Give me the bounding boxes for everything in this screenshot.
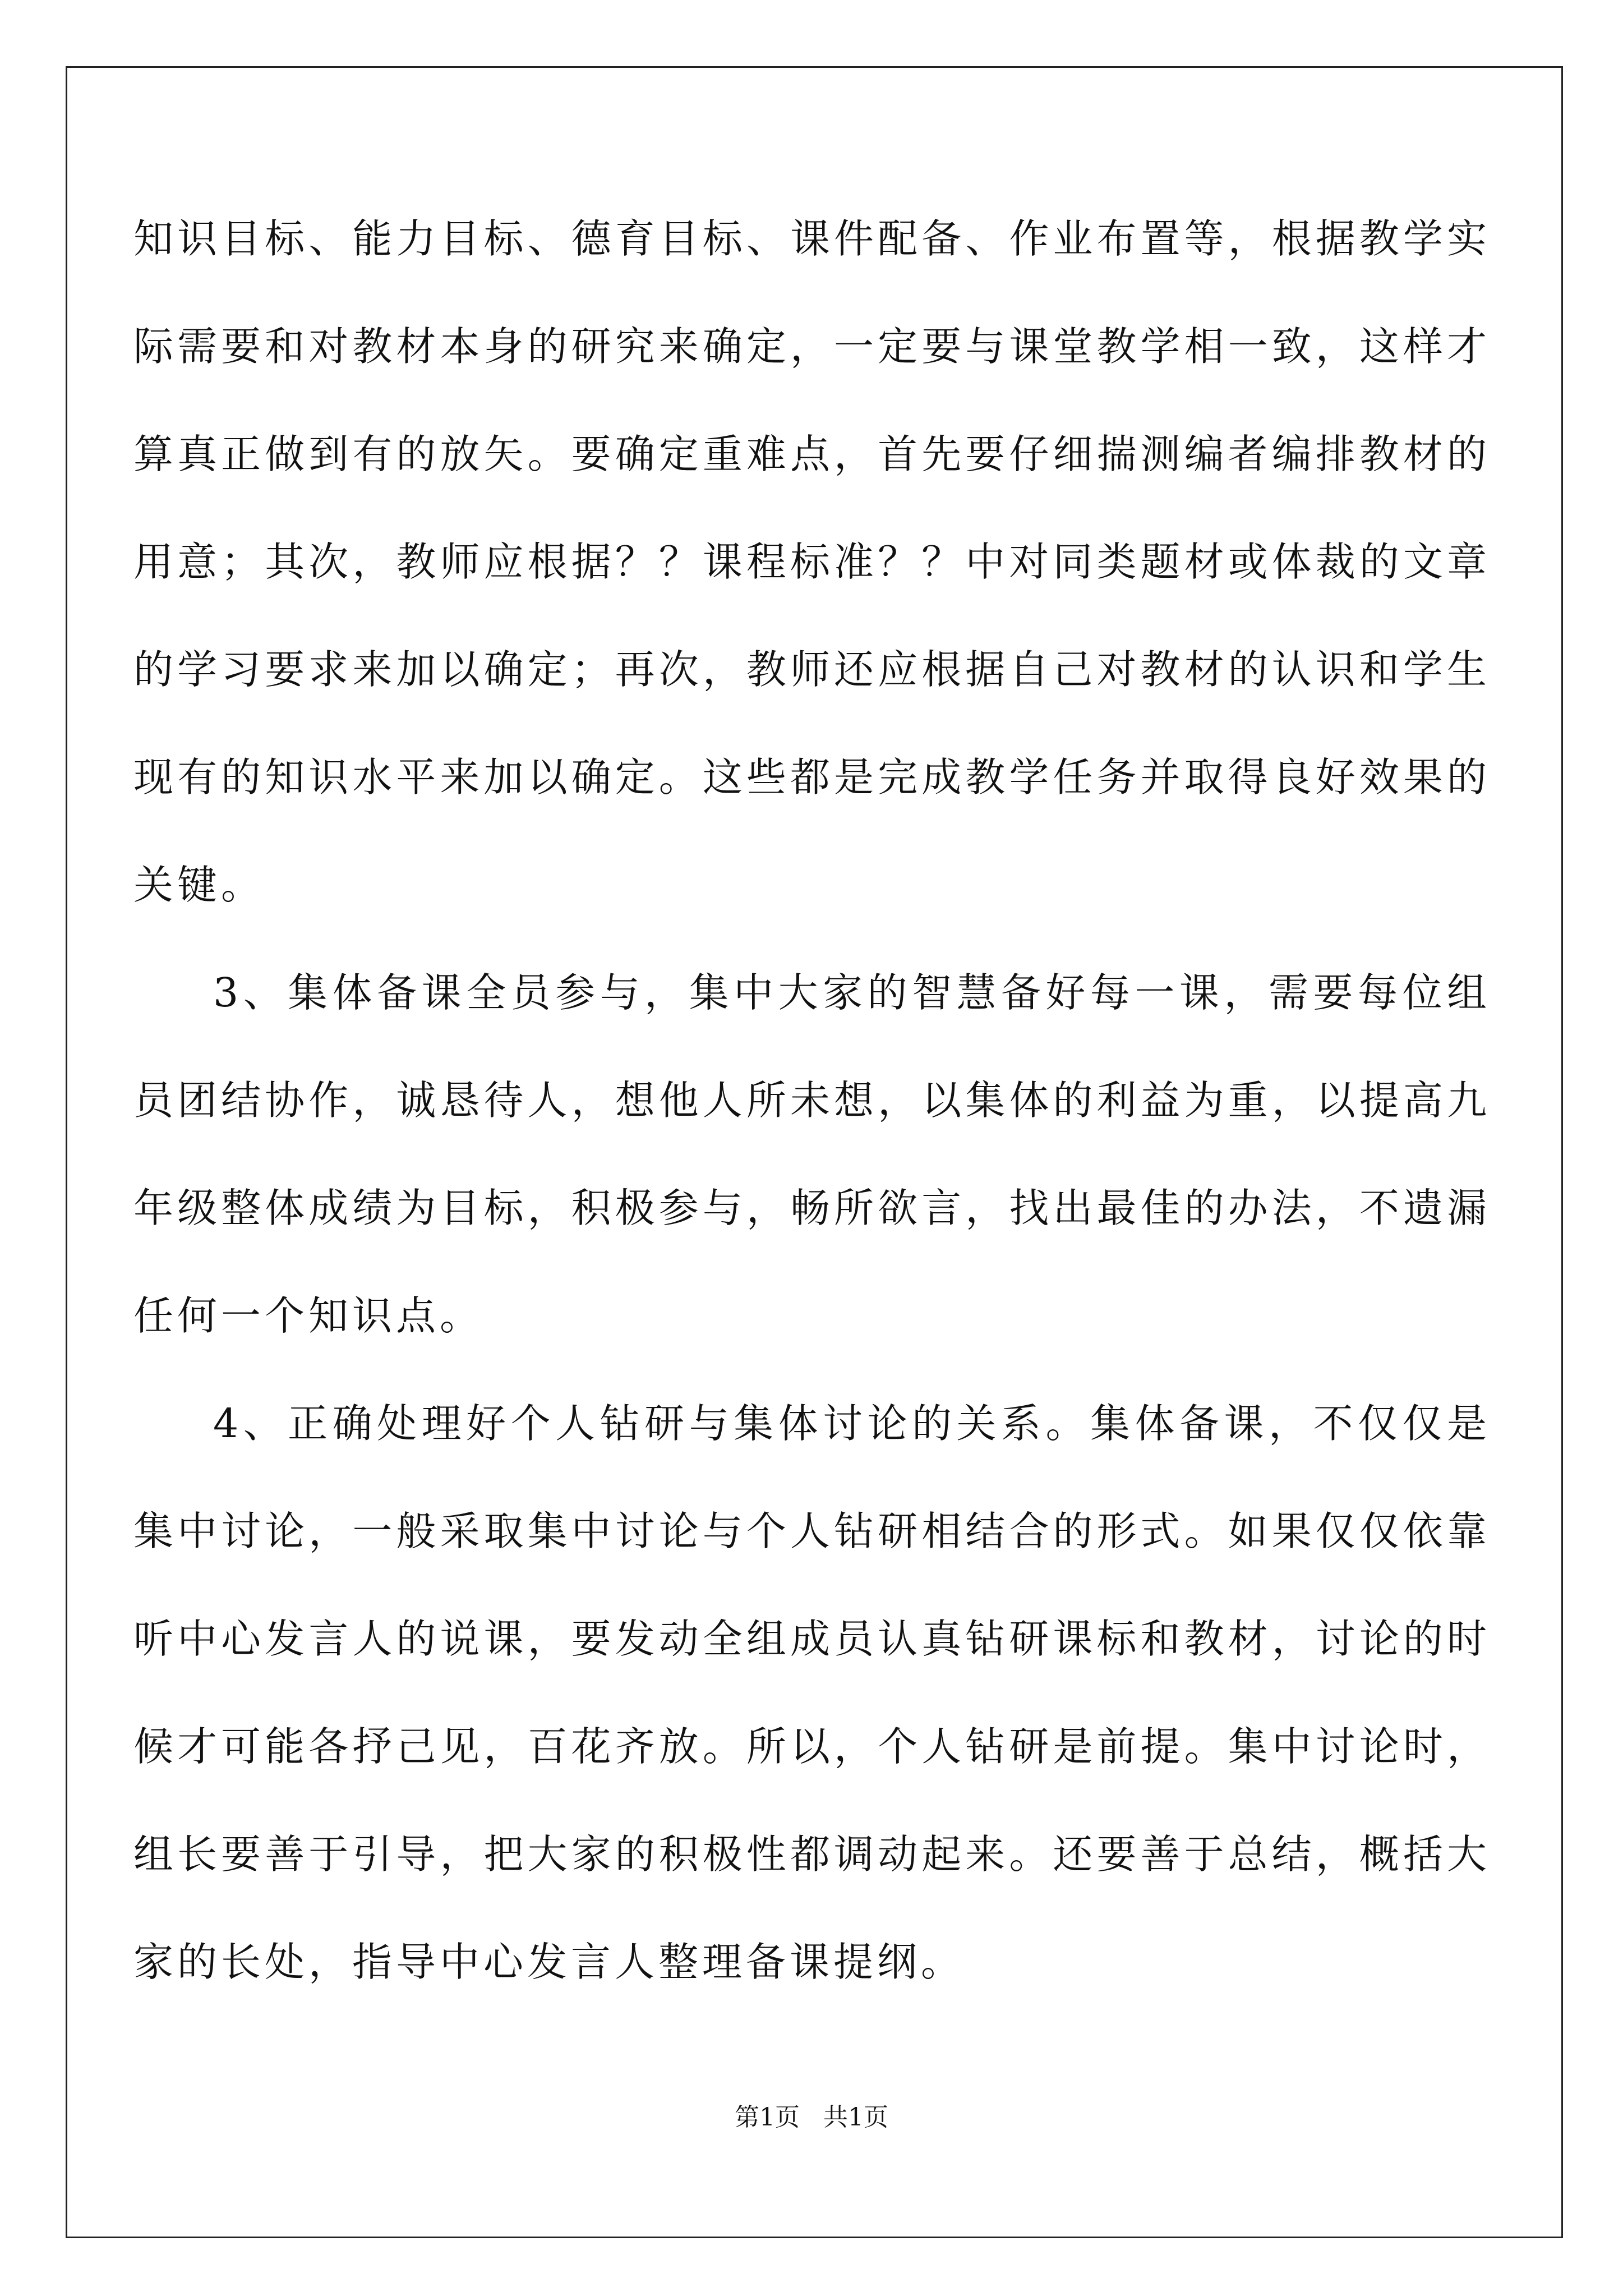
- paragraph-objectives: 知识目标、能力目标、德育目标、课件配备、作业布置等，根据教学实际需要和对教材本身的研究来确定，一定要与课堂教学相一致，这样才算真正做到有的放矢。要确定重难点，首先要仔细揣测编者编排教材的用意；其次，教师应根据？？课程标准？？中对同类题材或体裁的文章的学习要求来加以确定；再次，教师还应根据自己对教材的认识和学生现有的知识水平来加以确定。这些都是完成教学任务并取得良好效果的关键。: [133, 215, 1491, 908]
- paragraph-point-4: 4、正确处理好个人钻研与集体讨论的关系。集体备课，不仅仅是集中讨论，一般采取集中讨论与个人钻研相结合的形式。如果仅仅依靠听中心发言人的说课，要发动全组成员认真钻研课标和教材，讨论的时候才可能各抒己见，百花齐放。所以，个人钻研是前提。集中讨论时，组长要善于引导，把大家的积极性都调动起来。还要善于总结，概括大家的长处，指导中心发言人整理备课提纲。: [133, 1400, 1491, 1985]
- page-number: 第1页: [735, 2103, 800, 2132]
- paragraph-point-3: 3、集体备课全员参与，集中大家的智慧备好每一课，需要每位组员团结协作，诚恳待人，想他人所未想，以集体的利益为重，以提高九年级整体成绩为目标，积极参与，畅所欲言，找出最佳的办法，不遗漏任何一个知识点。: [133, 969, 1491, 1339]
- page-footer: [0, 2101, 1623, 2134]
- page-total: 共1页: [823, 2103, 888, 2132]
- document-body: [133, 185, 1491, 2016]
